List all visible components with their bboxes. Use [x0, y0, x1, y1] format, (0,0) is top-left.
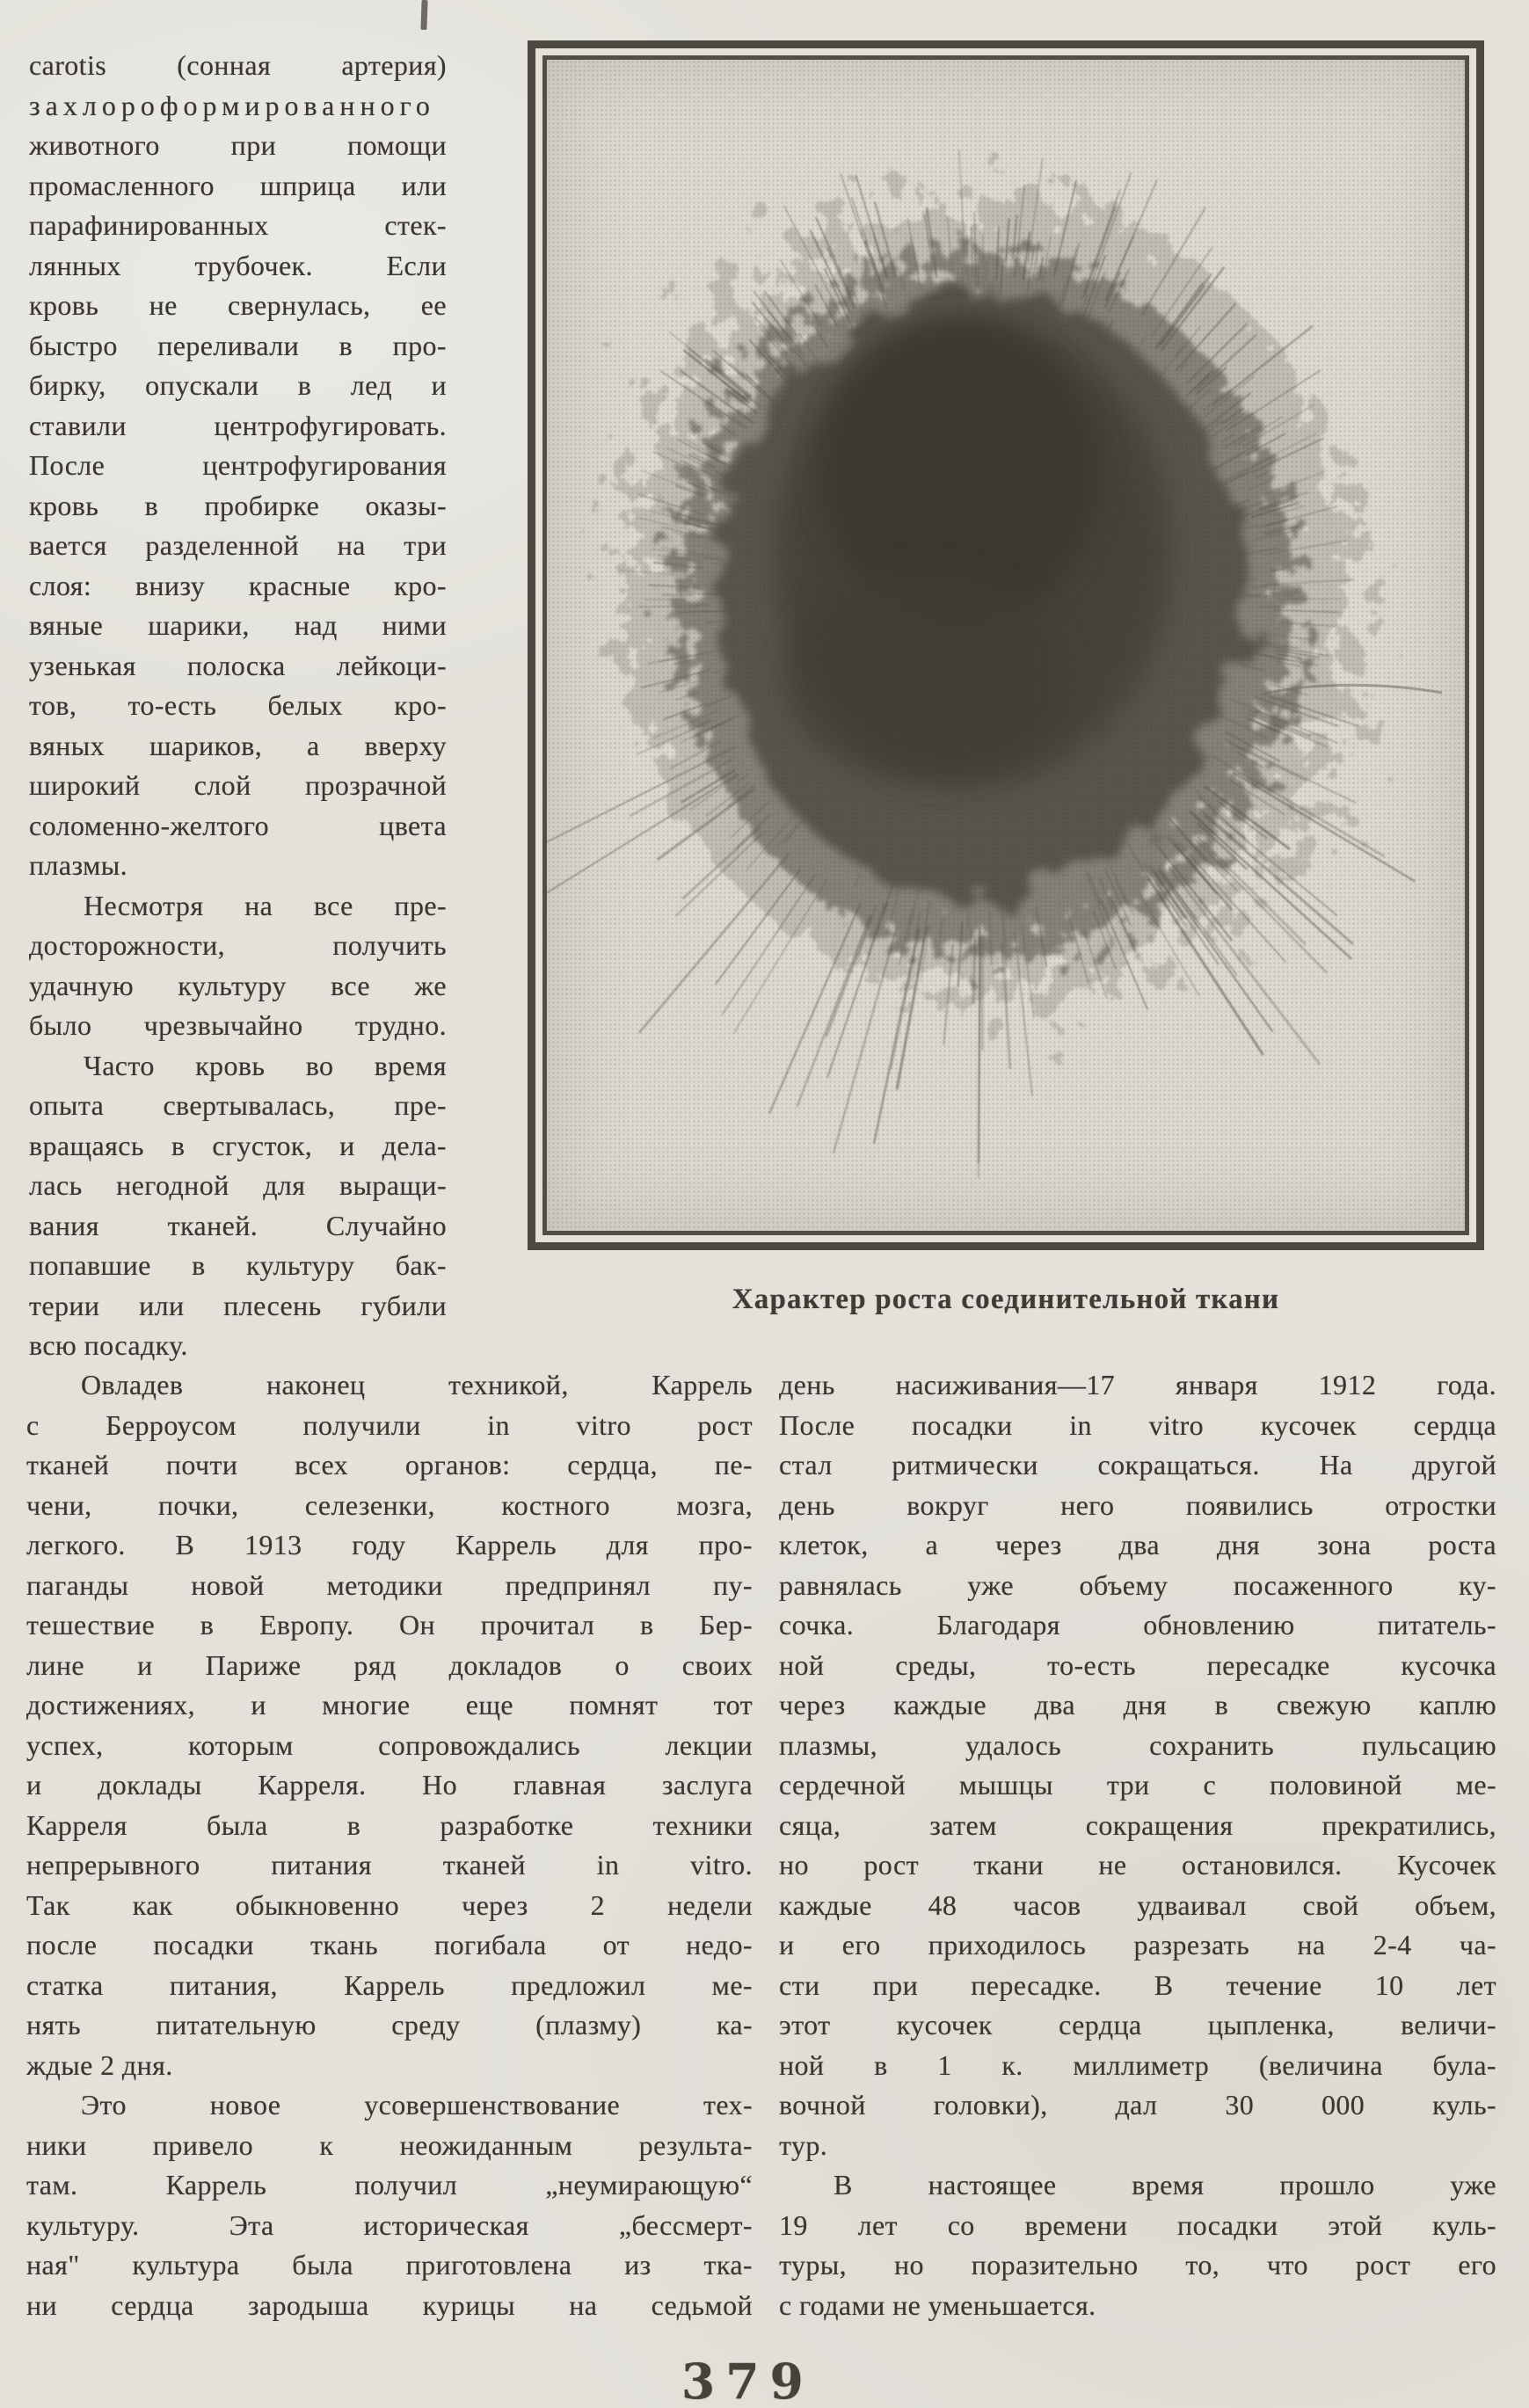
text-line: равнялась уже объему посаженного ку- — [779, 1568, 1496, 1601]
text-column-wide-left — [26, 1365, 753, 2325]
text-line: этот кусочек сердца цыпленка, величи- — [779, 2009, 1496, 2041]
text-line: узенькая полоска лейкоци- — [29, 649, 447, 681]
text-line: и его приходилось разрезать на 2-4 ча- — [779, 1929, 1496, 1961]
text-line: туры, но поразительно то, что рост его — [779, 2249, 1496, 2281]
text-line: ной в 1 к. миллиметр (величина була- — [779, 2048, 1496, 2081]
text-line: всю посадку. — [29, 1329, 188, 1361]
text-line: вания тканей. Случайно — [29, 1209, 447, 1241]
text-line: соломенно-желтого цвета — [29, 809, 447, 841]
text-line: день насиживания—17 января 1912 года. — [779, 1369, 1496, 1400]
tissue-growth-blob-image — [547, 60, 1465, 1231]
text-line: сти при пересадке. В течение 10 лет — [779, 1968, 1496, 2001]
text-line: быстро переливали в про- — [29, 329, 447, 361]
text-line: тов, то-есть белых кро- — [29, 689, 447, 721]
text-line: промасленного шприца или — [29, 169, 447, 201]
text-line: чени, почки, селезенки, костного мозга, — [26, 1488, 753, 1521]
text-line: парафинированных стек- — [29, 209, 447, 241]
text-line: тур. — [779, 2128, 828, 2161]
text-line: терии или плесень губили — [29, 1289, 447, 1321]
text-line: клеток, а через два дня зона роста — [779, 1529, 1496, 1560]
text-line: животного при помощи — [29, 129, 447, 161]
text-line: вращаясь в сгусток, и дела- — [29, 1129, 447, 1161]
page-number: 379 — [681, 2353, 814, 2408]
text-line: Овладев наконец техникой, Каррель — [81, 1369, 753, 1400]
text-line: и доклады Карреля. Но главная заслуга — [26, 1769, 753, 1801]
text-line: достижениях, и многие еще помнят тот — [26, 1689, 753, 1721]
text-line: ники привело к неожиданным результа- — [26, 2128, 753, 2161]
text-line: ни сердца зародыша курицы на седьмой — [26, 2288, 753, 2321]
text-line: лянных трубочек. Если — [29, 249, 447, 281]
text-line: захлороформированного — [29, 89, 435, 121]
text-line: слоя: внизу красные кро- — [29, 569, 447, 601]
text-line: вяных шариков, а вверху — [29, 729, 447, 761]
text-line: 19 лет со времени посадки этой куль- — [779, 2208, 1496, 2241]
text-line: лась негодной для выращи- — [29, 1169, 447, 1201]
text-line: После посадки in vitro кусочек сердца — [779, 1408, 1496, 1441]
text-line: легкого. В 1913 году Каррель для про- — [26, 1529, 753, 1560]
text-line: культуру. Эта историческая „бессмерт- — [26, 2208, 753, 2241]
text-line: через каждые два дня в свежую каплю — [779, 1689, 1496, 1721]
text-column-narrow-left — [29, 46, 447, 1366]
text-line: кровь в пробирке оказы- — [29, 489, 447, 521]
text-line: стал ритмически сокращаться. На другой — [779, 1449, 1496, 1480]
text-line: Так как обыкновенно через 2 недели — [26, 1888, 753, 1921]
text-line: попавшие в культуру бак- — [29, 1249, 447, 1281]
text-line: паганды новой методики предпринял пу- — [26, 1568, 753, 1601]
text-line: ной среды, то-есть пересадке кусочка — [779, 1648, 1496, 1681]
text-line: кровь не свернулась, ее — [29, 289, 447, 321]
text-line: нять питательную среду (плазму) ка- — [26, 2009, 753, 2041]
text-line: лине и Париже ряд докладов о своих — [26, 1648, 753, 1681]
text-line: успех, которым сопровождались лекции — [26, 1728, 753, 1761]
text-line: плазмы, удалось сохранить пульсацию — [779, 1728, 1496, 1761]
text-line: Карреля была в разработке техники — [26, 1808, 753, 1841]
text-line: ставили центрофугировать. — [29, 409, 447, 441]
text-column-right — [779, 1365, 1496, 2325]
text-line: В настоящее время прошло уже — [834, 2169, 1496, 2201]
text-line: После центрофугирования — [29, 449, 447, 481]
text-line: с Берроусом получили in vitro рост — [26, 1408, 753, 1441]
text-line: широкий слой прозрачной — [29, 769, 447, 801]
text-line: там. Каррель получил „неумирающую“ — [26, 2169, 753, 2201]
text-line: carotis (сонная артерия) — [29, 49, 447, 81]
text-line: каждые 48 часов удваивал свой объем, — [779, 1888, 1496, 1921]
text-line: с годами не уменьшается. — [779, 2288, 1096, 2321]
text-line: плазмы. — [29, 849, 128, 881]
text-line: вочной головки), дал 30 000 куль- — [779, 2089, 1496, 2121]
text-line: но рост ткани не остановился. Кусочек — [779, 1849, 1496, 1881]
text-line: досторожности, получить — [29, 929, 447, 961]
figure-caption: Характер роста соединительной ткани — [732, 1284, 1280, 1315]
text-line: тешествие в Европу. Он прочитал в Бер- — [26, 1609, 753, 1640]
text-line: сочка. Благодаря обновлению питатель- — [779, 1609, 1496, 1640]
figure-frame — [528, 40, 1484, 1250]
text-line: опыта свертывалась, пре- — [29, 1089, 447, 1121]
text-line: Это новое усовершенствование тех- — [81, 2089, 753, 2121]
text-line: ная" культура была приготовлена из тка- — [26, 2249, 753, 2281]
text-line: тканей почти всех органов: сердца, пе- — [26, 1449, 753, 1480]
text-line: после посадки ткань погибала от недо- — [26, 1929, 753, 1961]
text-line: сердечной мышцы три с половиной ме- — [779, 1769, 1496, 1801]
text-line: Несмотря на все пре- — [84, 889, 447, 921]
text-line: вяные шарики, над ними — [29, 609, 447, 641]
text-line: было чрезвычайно трудно. — [29, 1009, 447, 1041]
ink-artifact-mark — [420, 0, 427, 30]
text-line: удачную культуру все же — [29, 969, 447, 1001]
text-line: бирку, опускали в лед и — [29, 369, 447, 401]
text-line: сяца, затем сокращения прекратились, — [779, 1808, 1496, 1841]
text-line: вается разделенной на три — [29, 529, 447, 561]
text-line: статка питания, Каррель предложил ме- — [26, 1968, 753, 2001]
text-line: Часто кровь во время — [84, 1049, 447, 1081]
text-line: день вокруг него появились отростки — [779, 1488, 1496, 1521]
text-line: непрерывного питания тканей in vitro. — [26, 1849, 753, 1881]
text-line: ждые 2 дня. — [26, 2048, 173, 2081]
tissue-photo — [542, 55, 1469, 1235]
